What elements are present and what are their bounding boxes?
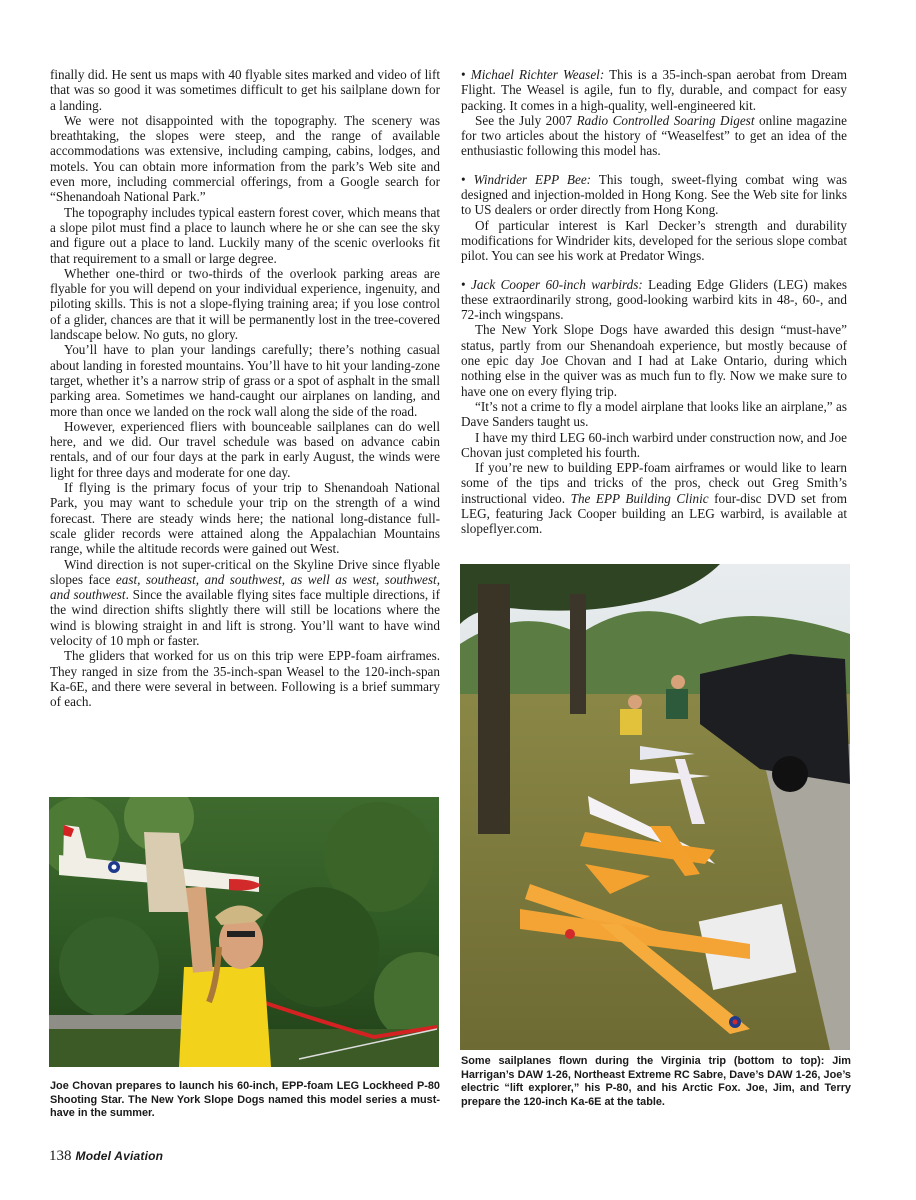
body-paragraph: However, experienced fliers with bounceable sailplanes can do well here, and we did. Our travel schedule was based on advance cabin rentals, and of our four days at the park in early August, the winds were light for three days and moderate for one day. <box>50 418 440 480</box>
bee-entry <box>461 172 847 218</box>
photo-caption-left: Joe Chovan prepares to launch his 60-inch, EPP-foam LEG Lockheed P-80 Shooting Star. The New York Slope Dogs named this model series a must-have in the summer. <box>50 1080 440 1120</box>
wind-directions: east, southeast, and southwest, as well as west, southwest, and southwest <box>50 571 441 603</box>
cooper-entry <box>461 277 847 323</box>
model-name: Michael Richter Weasel: <box>470 67 605 82</box>
body-paragraph: Of particular interest is Karl Decker’s strength and durability modifications for Windrider kits, developed for the serious slope combat pilot. You can see his work at Predator Wings. <box>461 217 847 264</box>
body-paragraph: Whether one-third or two-thirds of the overlook parking areas are flyable for you will depend on your individual experience, ingenuity, and piloting skills. This is not a slope-flying training area; if you lose control of a glider, chances are that it will be permanently lost in the tree-covered landscape below. No guts, no glory. <box>50 265 440 343</box>
body-paragraph: The New York Slope Dogs have awarded this design “must-have” status, partly from our Shenandoah experience, but mostly because of one epic day Joe Chovan and I had at Lake Ontario, during which nothing else in the quiver was as much fun to fly. Now we make sure to have one on every flying trip. <box>461 322 847 399</box>
entry-text: This tough, sweet-flying combat wing was designed and injection-molded in Hong Kong. See the Web site for links to US dealers or order directly from Hong Kong. <box>461 171 847 218</box>
page-number: 138 <box>49 1148 72 1164</box>
photo-pilot-launch <box>49 797 439 1067</box>
right-column <box>461 67 847 537</box>
pilot-launch-illustration <box>49 797 439 1067</box>
body-paragraph: The topography includes typical eastern forest cover, which means that a slope pilot must find a place to launch where he or she can see the sky and figure out a place to land. Luckily many of the scenic overlooks fit that requirement to a small or large degree. <box>50 204 440 266</box>
photo-caption-right: Some sailplanes flown during the Virginia trip (bottom to top): Jim Harrigan’s DAW 1-26, Northeast Extreme RC Sabre, Dave’s DAW 1-26, Joe’s electric “lift explorer,” his P-80, and his Arctic Fox. Joe, Jim, and Terry prepare the 120-inch Ka-6E at the table. <box>461 1055 851 1108</box>
weasel-entry <box>461 67 847 113</box>
entry-text: Leading Edge Gliders (LEG) makes these extraordinarily strong, good-looking warbird kits in 48-, 60-, and 72-inch wingspans. <box>461 276 848 323</box>
publication-title: Radio Controlled Soaring Digest <box>576 112 755 128</box>
text: online magazine for two articles about the history of “Weaselfest” to get an idea of the enthusiastic following this model has. <box>461 112 847 159</box>
left-column <box>50 67 440 709</box>
bullet: • <box>461 276 472 292</box>
video-title: The EPP Building Clinic <box>570 490 709 506</box>
body-paragraph: “It’s not a crime to fly a model airplane that looks like an airplane,” as Dave Sanders taught us. <box>461 398 847 430</box>
wind-paragraph <box>50 557 440 649</box>
sailplanes-illustration <box>460 564 850 1050</box>
clinic-paragraph <box>461 460 847 536</box>
body-paragraph: finally did. He sent us maps with 40 flyable sites marked and video of lift that was so good it was sometimes difficult to get his sailplane down for a landing. <box>50 67 440 113</box>
bullet: • <box>461 171 474 187</box>
magazine-name: Model Aviation <box>75 1149 164 1163</box>
body-paragraph: We were not disappointed with the topography. The scenery was breathtaking, the slopes were steep, and the range of available accommodations was extensive, including camping, cabins, lodges, and motels. You can obtain more information from the park’s Web site and even more, including commercial offerings, from a Google search for “Shenandoah National Park.” <box>50 112 440 205</box>
body-paragraph: If flying is the primary focus of your trip to Shenandoah National Park, you may want to schedule your trip on the strength of a wind forecast. There are steady winds here; the national long-distance full-scale glider records were attained along the Appalachian Mountains range, while the altitude records were gained out West. <box>50 480 440 557</box>
text: See the July 2007 <box>475 112 577 128</box>
wind-text: . Since the available flying sites face multiple directions, if the wind direction shifts slightly there will still be locations where the wind is blowing straight in and lift is strong. You’ll want to have wind velocity of 10 mph or faster. <box>50 587 440 648</box>
text: If you’re new to building EPP-foam airframes or would like to learn some of the tips and tricks of the pros, check out Greg Smith’s instructional video. <box>461 460 847 506</box>
weasel-paragraph <box>461 113 847 159</box>
text: four-disc DVD set from LEG, featuring Jack Cooper building an LEG warbird, is available at slopeflyer.com. <box>461 490 847 537</box>
body-paragraph: The gliders that worked for us on this trip were EPP-foam airframes. They ranged in size from the 35-inch-span Weasel to the 120-inch-span Ka-6E, and there were several in between. Following is a brief summary of each. <box>50 648 440 710</box>
model-name: Windrider EPP Bee: <box>473 171 592 187</box>
model-name: Jack Cooper 60-inch warbirds: <box>471 276 643 292</box>
wind-text: Wind direction is not super-critical on the Skyline Drive since flyable slopes face <box>50 556 440 587</box>
bullet: • <box>461 67 471 82</box>
entry-text: This is a 35-inch-span aerobat from Dream Flight. The Weasel is agile, fun to fly, durable, and compact for easy packing. It comes in a high-quality, well-engineered kit. <box>461 67 847 113</box>
body-paragraph: You’ll have to plan your landings carefully; there’s nothing casual about landing in forested mountains. You’ll have to hit your landing-zone target, whether it’s a narrow strip of grass or a spot of asphalt in the small parking area. Sometimes we hand-caught our airplanes on landing, and more than once we landed on the rock wall along the side of the road. <box>50 342 440 419</box>
body-paragraph: I have my third LEG 60-inch warbird under construction now, and Joe Chovan just completed his fourth. <box>461 429 847 460</box>
photo-sailplanes <box>460 564 850 1050</box>
page-footer <box>49 1148 163 1165</box>
